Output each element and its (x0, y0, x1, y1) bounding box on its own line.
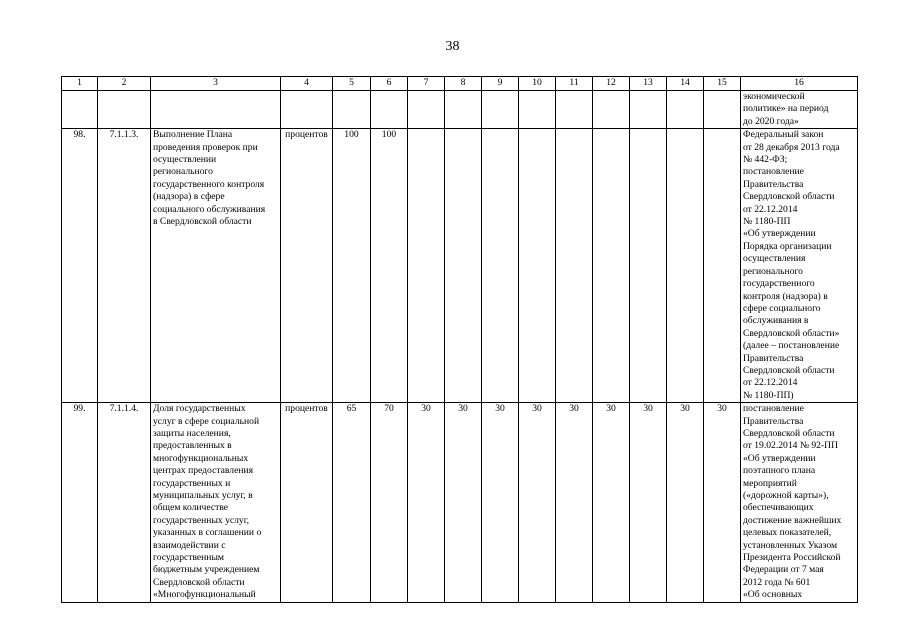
value-cell: 30 (593, 403, 630, 603)
value-cell: 100 (333, 129, 371, 403)
table-row-continuation (62, 91, 858, 129)
unit-cell: процентов (281, 403, 333, 603)
value-cell (482, 91, 519, 129)
value-cell: 100 (371, 129, 408, 403)
indicator-code-cell: 7.1.1.3. (98, 129, 151, 403)
value-cell (593, 129, 630, 403)
source-document-cell: Федеральный закон от 28 декабря 2013 года № 442-ФЗ; постановление Правительства Свердловской области от 22.12.2014 № 1180-ПП «Об утверждении Порядка организации осуществления регионального государственного контроля (надзора) в сфере социального обслуживания в Свердловской области» (далее – постановление Правительства Свердловской области от 22.12.2014 № 1180-ПП) (741, 129, 858, 403)
value-cell (445, 91, 482, 129)
indicator-name-cell: Доля государственных услуг в сфере социальной защиты населения, предоставленных в многофункциональных центрах предоставления государственных и муниципальных услуг, в общем количестве государственных услуг, указанных в соглашении о взаимодействии с государственным бюджетным учреждением Свердловской области «Многофункциональный (151, 403, 281, 603)
value-cell: 30 (704, 403, 741, 603)
value-cell: 30 (482, 403, 519, 603)
unit-cell (281, 91, 333, 129)
value-cell (556, 129, 593, 403)
column-number: 2 (98, 77, 151, 91)
value-cell: 30 (408, 403, 445, 603)
column-number: 14 (667, 77, 704, 91)
value-cell (704, 129, 741, 403)
column-number: 13 (630, 77, 667, 91)
row-number-cell: 98. (62, 129, 98, 403)
value-cell (333, 91, 371, 129)
column-number: 4 (281, 77, 333, 91)
column-number-header-row (62, 77, 858, 91)
column-number: 9 (482, 77, 519, 91)
value-cell (630, 91, 667, 129)
value-cell: 65 (333, 403, 371, 603)
value-cell: 30 (630, 403, 667, 603)
value-cell: 30 (519, 403, 556, 603)
page-number: 38 (445, 39, 460, 54)
column-number: 7 (408, 77, 445, 91)
column-number: 8 (445, 77, 482, 91)
indicators-table (61, 76, 858, 603)
indicator-name-cell: Выполнение Плана проведения проверок при осуществлении регионального государственного контроля (надзора) в сфере социального обслуживания в Свердловской области (151, 129, 281, 403)
value-cell (445, 129, 482, 403)
column-number: 10 (519, 77, 556, 91)
value-cell (556, 91, 593, 129)
value-cell (519, 129, 556, 403)
column-number: 6 (371, 77, 408, 91)
value-cell: 30 (445, 403, 482, 603)
value-cell (408, 129, 445, 403)
indicator-code-cell: 7.1.1.4. (98, 403, 151, 603)
table-row-98 (62, 129, 858, 403)
value-cell: 30 (556, 403, 593, 603)
column-number: 3 (151, 77, 281, 91)
value-cell (519, 91, 556, 129)
value-cell (667, 91, 704, 129)
column-number: 1 (62, 77, 98, 91)
column-number: 16 (741, 77, 858, 91)
row-number-cell: 99. (62, 403, 98, 603)
value-cell (482, 129, 519, 403)
value-cell (704, 91, 741, 129)
indicator-code-cell (98, 91, 151, 129)
row-number-cell (62, 91, 98, 129)
value-cell (593, 91, 630, 129)
indicator-name-cell (151, 91, 281, 129)
source-document-cell: экономической политике» на период до 2020 года» (741, 91, 858, 129)
value-cell (667, 129, 704, 403)
value-cell (630, 129, 667, 403)
column-number: 12 (593, 77, 630, 91)
unit-cell: процентов (281, 129, 333, 403)
value-cell: 70 (371, 403, 408, 603)
column-number: 5 (333, 77, 371, 91)
table-row-99 (62, 403, 858, 603)
column-number: 11 (556, 77, 593, 91)
value-cell: 30 (667, 403, 704, 603)
value-cell (408, 91, 445, 129)
value-cell (371, 91, 408, 129)
column-number: 15 (704, 77, 741, 91)
source-document-cell: постановление Правительства Свердловской области от 19.02.2014 № 92-ПП «Об утверждении поэтапного плана мероприятий («дорожной карты»), обеспечивающих достижение важнейших целевых показателей, установленных Указом Президента Российской Федерации от 7 мая 2012 года № 601 «Об основных (741, 403, 858, 603)
